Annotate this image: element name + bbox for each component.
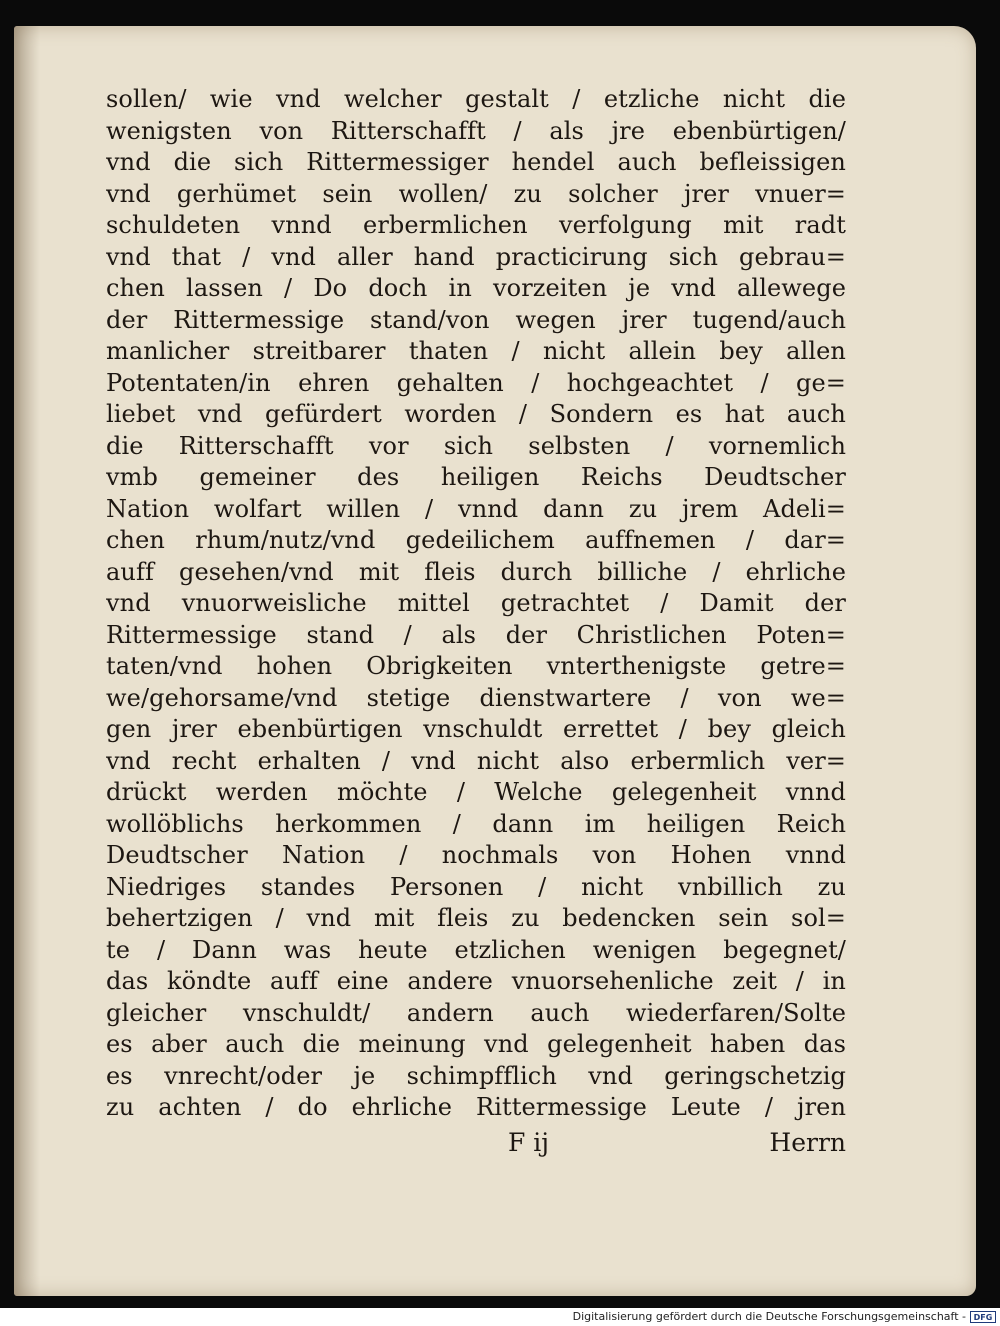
text-line: Deudtscher Nation / nochmals von Hohen vnnd [106, 841, 846, 869]
text-line: vmb gemeiner des heiligen Reichs Deudtscher [106, 463, 846, 491]
text-line: wollöblichs herkommen / dann im heiligen Reich [106, 809, 846, 838]
text-line: chen lassen / Do doch in vorzeiten je vnd allewege [106, 274, 846, 302]
text-line: die Ritterschafft vor sich selbsten / vornemlich [106, 431, 846, 460]
text-line: Rittermessige stand / als der Christlichen Poten= [106, 620, 846, 649]
text-line: manlicher streitbarer thaten / nicht allein bey allen [106, 337, 846, 365]
text-line: we/gehorsame/vnd stetige dienstwartere / von we= [106, 683, 846, 712]
funding-credit: Digitalisierung gefördert durch die Deutsche Forschungsgemeinschaft - [572, 1310, 966, 1323]
text-line: wenigsten von Ritterschafft / als jre ebenbürtigen/ [106, 116, 846, 145]
text-line: te / Dann was heute etzlichen wenigen begegnet/ [106, 935, 846, 964]
body-text [106, 84, 846, 1124]
text-line: der Rittermessige stand/von wegen jrer tugend/auch [106, 305, 846, 334]
text-line: sollen/ wie vnd welcher gestalt / etzliche nicht die [106, 85, 846, 113]
text-line: zu achten / do ehrliche Rittermessige Leute / jren [106, 1093, 846, 1121]
credit-bar [0, 1308, 1000, 1326]
text-line: das köndte auff eine andere vnuorsehenliche zeit / in [106, 967, 846, 995]
text-line: auff gesehen/vnd mit fleis durch billiche / ehrliche [106, 557, 846, 586]
text-line: taten/vnd hohen Obrigkeiten vnterthenigste getre= [106, 652, 846, 680]
text-line: vnd that / vnd aller hand practicirung sich gebrau= [106, 242, 846, 271]
catchword: Herrn [769, 1128, 846, 1157]
text-line: behertzigen / vnd mit fleis zu bedencken sein sol= [106, 904, 846, 932]
signature-mark: F ij [508, 1128, 550, 1157]
text-line: vnd recht erhalten / vnd nicht also erbermlich ver= [106, 746, 846, 775]
text-line: liebet vnd gefürdert worden / Sondern es hat auch [106, 400, 846, 428]
text-line: vnd die sich Rittermessiger hendel auch befleissigen [106, 148, 846, 176]
text-line: chen rhum/nutz/vnd gedeilichem auffnemen / dar= [106, 526, 846, 554]
text-line: es aber auch die meinung vnd gelegenheit haben das [106, 1030, 846, 1058]
text-line: schuldeten vnnd erbermlichen verfolgung mit radt [106, 211, 846, 239]
text-line: vnd vnuorweisliche mittel getrachtet / Damit der [106, 589, 846, 617]
text-line: gleicher vnschuldt/ andern auch wiederfaren/Solte [106, 998, 846, 1027]
text-line: es vnrecht/oder je schimpfflich vnd geringschetzig [106, 1061, 846, 1090]
dfg-logo-icon: DFG [970, 1311, 996, 1323]
text-line: Potentaten/in ehren gehalten / hochgeachtet / ge= [106, 368, 846, 397]
text-line: gen jrer ebenbürtigen vnschuldt errettet / bey gleich [106, 715, 846, 743]
text-line: Nation wolfart willen / vnnd dann zu jrem Adeli= [106, 494, 846, 523]
text-line: Niedriges standes Personen / nicht vnbillich zu [106, 872, 846, 901]
text-line: drückt werden möchte / Welche gelegenheit vnnd [106, 778, 846, 806]
book-page [14, 26, 976, 1296]
text-line: vnd gerhümet sein wollen/ zu solcher jrer vnuer= [106, 179, 846, 208]
page-footer [106, 1128, 846, 1168]
